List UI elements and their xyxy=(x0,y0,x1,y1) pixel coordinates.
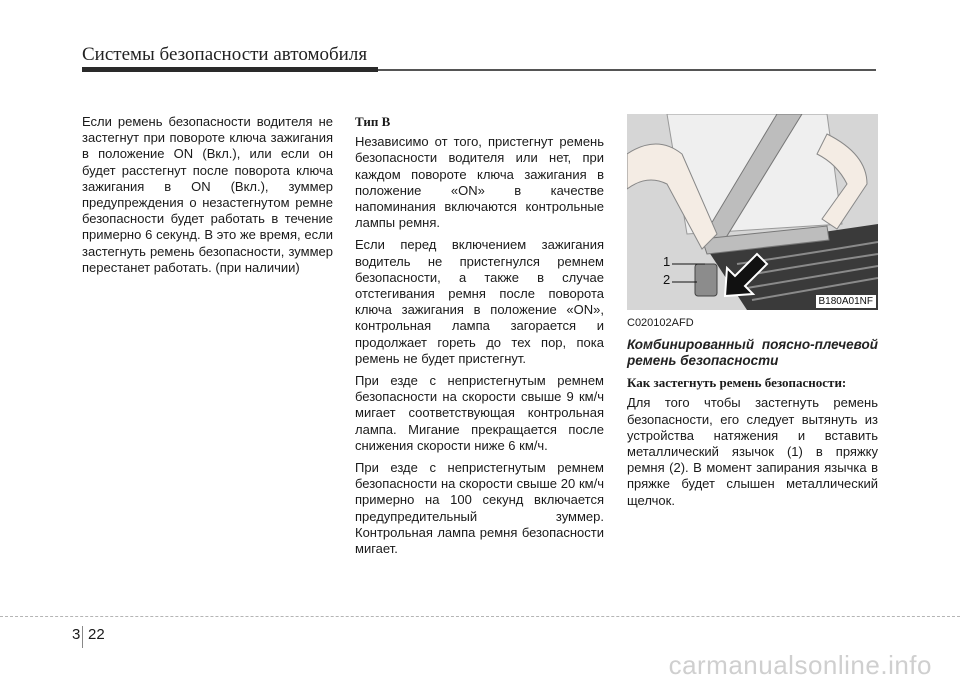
how-to-fasten-heading: Как застегнуть ремень безопасности: xyxy=(627,375,847,391)
footer-dashed-line xyxy=(0,616,960,617)
watermark-text: carmanualsonline.info xyxy=(668,650,932,680)
column-3 xyxy=(627,315,878,515)
section-title: Комбинированный поясно-плечевой ремень безопасности xyxy=(627,337,878,369)
footer-divider xyxy=(82,626,83,648)
column-2-paragraph-4: При езде с непристегнутым ремнем безопасности на скорости свыше 20 км/ч примерно на 100 секунд включается предупредительный зуммер. Контрольная лампа ремня безопасности мигает. xyxy=(355,460,604,557)
header-bar-light xyxy=(378,69,876,71)
column-3-paragraph: Для того чтобы застегнуть ремень безопасности, его следует вытянуть из устройства натяжения и вставить металлический язычок (1) в пряжку ремня (2). В момент запирания язычка в пряжке будет слышен металлический щелчок. xyxy=(627,395,878,508)
column-1-paragraph: Если ремень безопасности водителя не застегнут при повороте ключа зажигания в положение ON (Вкл.), или если он будет расстегнут после поворота ключа зажигания в ON (Вкл.), зуммер предупреждения о незастегнутом ремне безопасности будет работать в течение примерно 6 секунд. В это же время, если застегнуть ремень безопасности, зуммер перестанет работать. (при наличии) xyxy=(82,114,333,275)
footer-chapter-number: 3 xyxy=(72,626,81,643)
page-header-title: Системы безопасности автомобиля xyxy=(82,44,368,65)
seatbelt-illustration xyxy=(627,114,878,310)
section-code: C020102AFD xyxy=(627,317,694,329)
header-bar-dark xyxy=(82,67,378,72)
type-b-heading: Тип B xyxy=(355,114,391,129)
column-2-paragraph-2: Если перед включением зажигания водитель не пристегнулся ремнем безопасности, а также в случае отстегивания ремня после поворота ключа зажигания в положение «ON», контрольная лампа загорается и продолжает гореть до тех пор, пока ремень не будет пристегнут. xyxy=(355,237,604,366)
footer-page-number: 22 xyxy=(88,626,105,643)
column-2-paragraph-1: Независимо от того, пристегнут ремень безопасности водителя или нет, при каждом повороте ключа зажигания в положение «ON» в качестве напоминания включаются контрольные лампы ремня. xyxy=(355,134,604,231)
callout-1: 1 xyxy=(663,254,671,269)
callout-2: 2 xyxy=(663,272,671,287)
column-1 xyxy=(82,114,333,282)
column-2 xyxy=(355,114,604,563)
column-2-paragraph-3: При езде с непристегнутым ремнем безопасности на скорости свыше 9 км/ч мигает соответствующая контрольная лампа. Мигание прекращается после снижения скорости ниже 6 км/ч. xyxy=(355,373,604,453)
illustration-code: B180A01NF xyxy=(816,295,876,308)
